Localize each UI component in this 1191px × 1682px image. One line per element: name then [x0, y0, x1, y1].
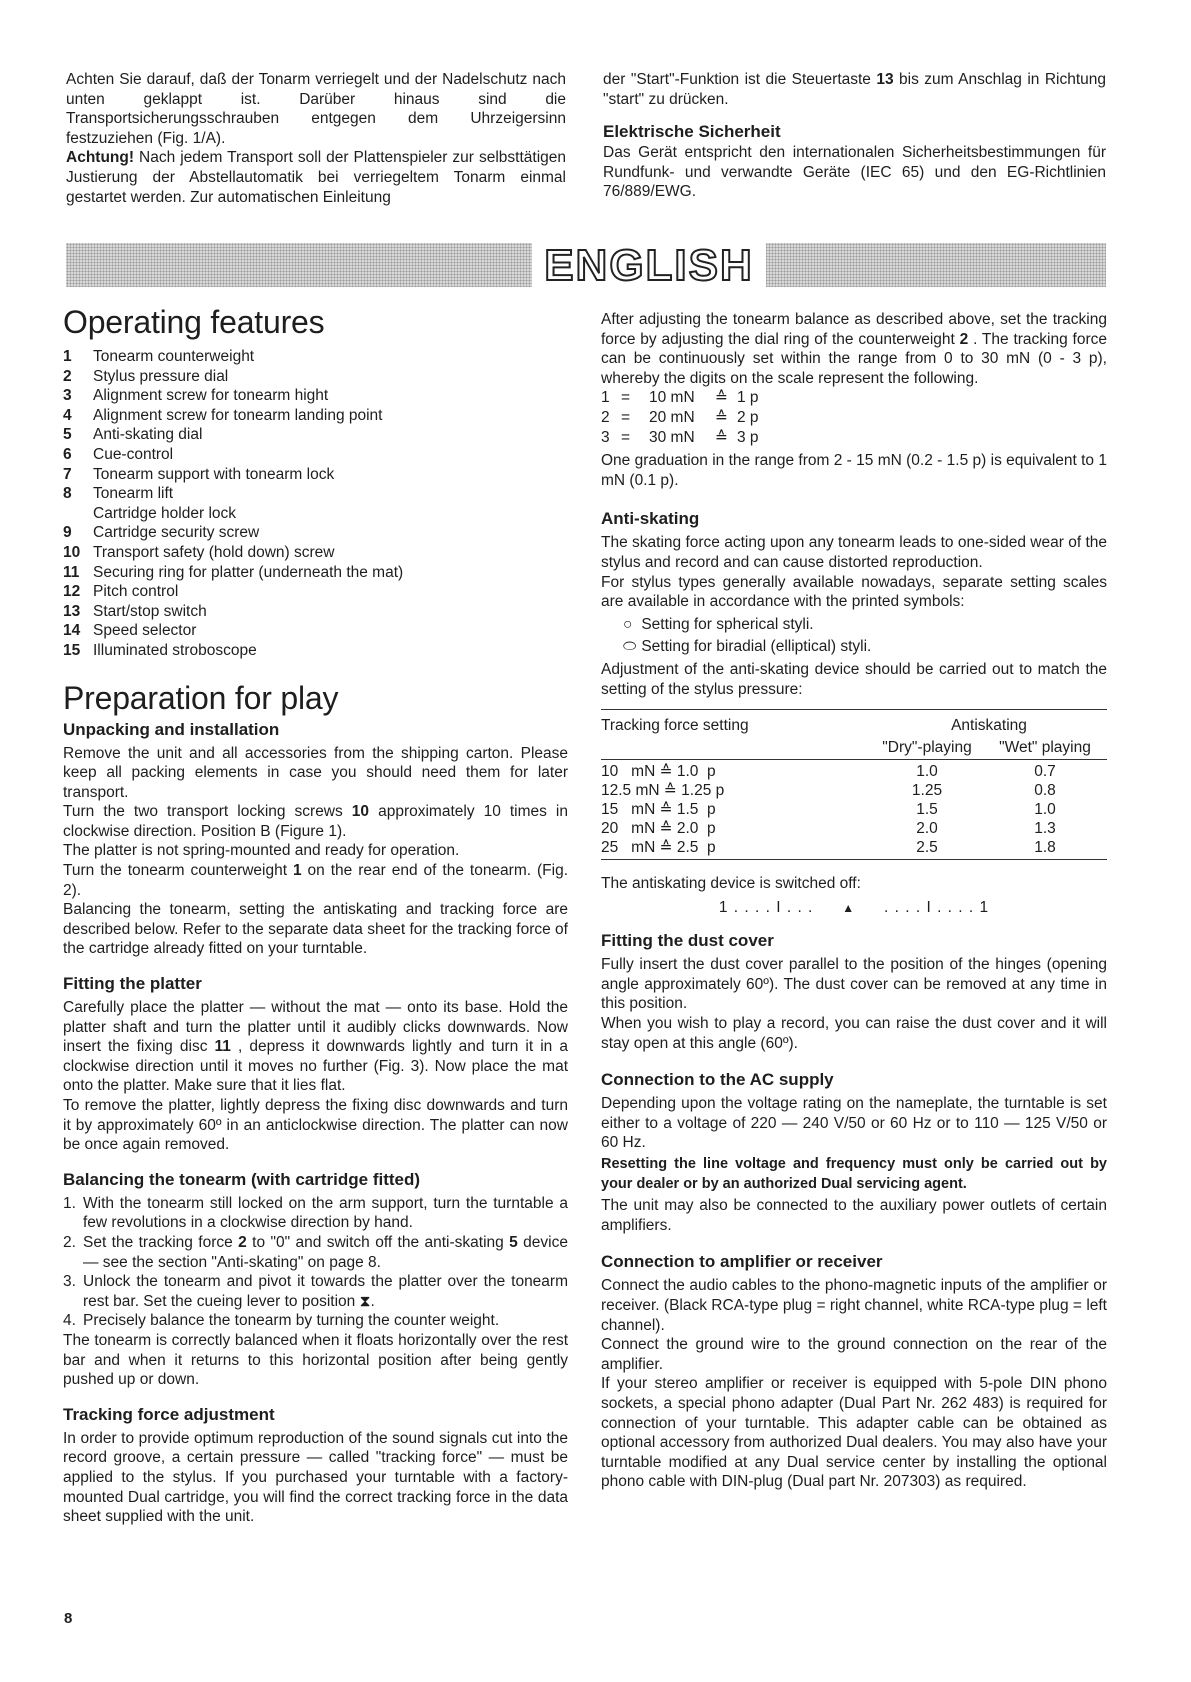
table-row: 25 mN ≙ 2.5 p 2.5 1.8: [601, 839, 1056, 857]
antiskating-text: [601, 533, 1107, 699]
feature-item: 2 Stylus pressure dial: [63, 367, 229, 385]
feature-item: 12 Pitch control: [63, 583, 179, 601]
german-p3-text-b: bis zum Anschlag in Richtung "start" zu drücken.: [603, 71, 1106, 108]
feature-item: 1 Tonearm counterweight: [63, 348, 255, 365]
tracking-heading: Tracking force adjustment: [63, 1404, 275, 1424]
dust-p1: Fully insert the dust cover parallel to the position of the hinges (opening angle approximately 60º). The dust cover can be removed at any time in this position.: [601, 956, 1107, 1013]
unpacking-p5: Balancing the tonearm, setting the antiskating and tracking force are described below. Refer to the separate data sheet for the tracking force of the cartridge already fitted on your turntable.: [63, 901, 568, 958]
balancing-step: 1. With the tonearm still locked on the arm support, turn the turntable a few revolutions in a clockwise direction by hand.: [63, 1194, 568, 1232]
unpacking-p4: Turn the tonearm counterweight 1 on the rear end of the tonearm. (Fig. 2).: [63, 862, 568, 899]
amp-p3: If your stereo amplifier or receiver is equipped with 5-pole DIN phono sockets, a special phono adapter (Dual Part Nr. 262 483) is required for connection of your turntable. This adapter cable can be obtained as optional accessory from authorized Dual dealers. You may also have your turntable modified at any Dual service center by installing the optional phono cable with DIN-plug (Dual part Nr. 207303) as required.: [601, 1375, 1107, 1491]
feature-item: 11 Securing ring for platter (underneath the mat): [63, 563, 404, 581]
balancing-step: 4. Precisely balance the tonearm by turning the counter weight.: [63, 1312, 500, 1330]
balancing-steps: [63, 1194, 568, 1331]
spherical-setting: ○ Setting for spherical styli.: [623, 615, 814, 633]
amp-p2: Connect the ground wire to the ground connection on the rear of the amplifier.: [601, 1336, 1107, 1373]
feature-item: 14 Speed selector: [63, 622, 197, 640]
page-number: 8: [64, 1610, 73, 1627]
scale-right: . . . . I . . . . 1: [884, 898, 990, 916]
dust-cover-text: [601, 955, 1107, 1053]
ac-supply-text: [601, 1094, 1107, 1235]
antiskating-p2: For stylus types generally available nowadays, separate setting scales are available in accordance with the printed symbols:: [601, 573, 1107, 611]
platter-p1: Carefully place the platter — without the mat — onto its base. Hold the platter shaft and turn the platter until it audibly clicks downwards. Now insert the fixing disc 11 , depress it downwards lightly and turn it in a clockwise direction until it moves no further (Fig. 3). Now place the mat onto the platter. Make sure that it lies flat.: [63, 999, 568, 1095]
force-equivalence-list: [601, 388, 1107, 447]
table-row: 15 mN ≙ 1.5 p 1.5 1.0: [601, 801, 1056, 819]
balancing-step: 2. Set the tracking force 2 to "0" and switch off the anti-skating 5 device — see the section "Anti-skating" on page 8.: [63, 1233, 568, 1271]
feature-item: 15 Illuminated stroboscope: [63, 641, 257, 659]
unpacking-p1: Remove the unit and all accessories from the shipping carton. Please keep all packing elements in case you should need them for later transport.: [63, 744, 568, 801]
german-left-column: [66, 70, 566, 207]
elliptical-stylus-icon: ⬭: [623, 638, 637, 656]
unpacking-p3: The platter is not spring-mounted and ready for operation.: [63, 842, 460, 860]
platter-heading: Fitting the platter: [63, 974, 202, 994]
features-list: [63, 347, 568, 661]
german-p3-text-a: der "Start"-Funktion ist die Steuertaste: [603, 71, 877, 88]
amplifier-text: [601, 1276, 1107, 1492]
feature-item: 3 Alignment screw for tonearm hight: [63, 387, 329, 405]
antiskating-p1: The skating force acting upon any tonearm leads to one-sided wear of the stylus and record and can cause distorted reproduction.: [601, 534, 1107, 571]
dust-p2: When you wish to play a record, you can raise the dust cover and it will stay open at this angle (60º).: [601, 1015, 1107, 1052]
preparation-title: Preparation for play: [63, 679, 339, 716]
feature-item: 5 Anti-skating dial: [63, 426, 203, 444]
force-row: 2 = 20 mN ≙ 2 p: [601, 408, 759, 426]
platter-p2: To remove the platter, lightly depress the fixing disc downwards and turn it by approximately 60º in an anticlockwise direction. The platter can now be once again removed.: [63, 1097, 568, 1154]
table-header-setting: Tracking force setting: [601, 717, 749, 735]
unpacking-heading: Unpacking and installation: [63, 719, 280, 739]
antiskating-off-scale: [601, 898, 1107, 919]
banner-title: ENGLISH: [532, 243, 766, 287]
operating-features-title: Operating features: [63, 304, 325, 340]
ac-supply-heading: Connection to the AC supply: [601, 1070, 834, 1090]
antiskating-heading: Anti-skating: [601, 509, 700, 529]
spherical-stylus-icon: ○: [623, 615, 633, 633]
feature-item: 4 Alignment screw for tonearm landing point: [63, 406, 383, 424]
tracking-text: In order to provide optimum reproduction of the sound signals cut into the record groove, a certain pressure — called "tracking force" — must be applied to the stylus. If you purchased your turntable with a factory-mounted Dual cartridge, you will find the correct tracking force in the data sheet supplied with the unit.: [63, 1429, 568, 1526]
tracking-force-paragraph: After adjusting the tonearm balance as described above, set the tracking force by adjusting the dial ring of the counterweight 2 . The tracking force can be continuously set within the range from 0 to 30 mN (0 - 3 p), whereby the digits on the scale represent the following.: [601, 311, 1107, 387]
balancing-heading: Balancing the tonearm (with cartridge fitted): [63, 1169, 421, 1189]
balancing-note: The tonearm is correctly balanced when it floats horizontally over the rest bar and when it returns to this horizontal position after being gently pushed up or down.: [63, 1331, 568, 1389]
language-banner: [66, 241, 1106, 290]
feature-item: 13 Start/stop switch: [63, 602, 207, 620]
biradial-setting: ⬭ Setting for biradial (elliptical) styli.: [623, 638, 872, 656]
table-row: 20 mN ≙ 2.0 p 2.0 1.3: [601, 820, 1056, 838]
antiskating-off-text: The antiskating device is switched off:: [601, 875, 861, 893]
scale-left: 1 . . . . I . . .: [718, 898, 814, 916]
german-heading-elektrische-sicherheit: Elektrische Sicherheit: [603, 122, 781, 142]
table-header-wet: "Wet" playing: [999, 739, 1091, 757]
german-paragraph-3: [603, 70, 1106, 109]
scale-marker-icon: ▲: [842, 900, 856, 915]
antiskating-table: [601, 709, 1107, 860]
ac-p2: The unit may also be connected to the auxiliary power outlets of certain amplifiers.: [601, 1197, 1107, 1234]
table-header-antiskating: Antiskating: [951, 717, 1027, 735]
dust-cover-heading: Fitting the dust cover: [601, 931, 774, 951]
german-paragraph-2: [66, 148, 566, 207]
amp-p1: Connect the audio cables to the phono-magnetic inputs of the amplifier or receiver. (Black RCA-type plug = right channel, white RCA-type plug = left channel).: [601, 1277, 1107, 1334]
feature-item: 10 Transport safety (hold down) screw: [63, 543, 335, 561]
feature-item: 9 Cartridge security screw: [63, 524, 260, 542]
unpacking-text: [63, 744, 568, 960]
right-main-column: [601, 310, 1107, 1492]
german-paragraph-4: Das Gerät entspricht den internationalen Sicherheitsbestimmungen für Rundfunk- und verwandte Geräte (IEC 65) und den EG-Richtlinien 76/889/EWG.: [603, 144, 1106, 201]
force-row: 3 = 30 mN ≙ 3 p: [601, 428, 759, 446]
feature-item: 8 Tonearm lift: [63, 485, 174, 503]
table-header-row-2: [601, 738, 1107, 760]
amplifier-heading: Connection to amplifier or receiver: [601, 1252, 883, 1272]
table-header-row-1: [601, 716, 1107, 735]
force-row: 1 = 10 mN ≙ 1 p: [601, 389, 759, 407]
table-row: 10 mN ≙ 1.0 p 1.0 0.7: [601, 763, 1056, 781]
balancing-step: 3. Unlock the tonearm and pivot it towards the platter over the tonearm rest bar. Set the cueing lever to position ⧗.: [63, 1273, 568, 1310]
platter-text: [63, 998, 568, 1155]
unpacking-p2: Turn the two transport locking screws 10 approximately 10 times in clockwise direction. Position B (Figure 1).: [63, 803, 568, 840]
german-right-column: [603, 70, 1106, 202]
achtung-label: Achtung!: [66, 149, 135, 167]
german-paragraph-2-text: Nach jedem Transport soll der Plattenspieler zur selbsttätigen Justierung der Abstellautomatik bei verriegeltem Tonarm einmal gestartet werden. Zur automatischen Einleitung: [66, 149, 566, 206]
feature-item: 7 Tonearm support with tonearm lock: [63, 465, 335, 483]
graduation-paragraph: One graduation in the range from 2 - 15 mN (0.2 - 1.5 p) is equivalent to 1 mN (0.1 p).: [601, 452, 1107, 489]
ac-warning: Resetting the line voltage and frequency must only be carried out by your dealer or by an authorized Dual servicing agent.: [601, 1156, 1107, 1192]
left-main-column: [63, 303, 568, 1527]
german-paragraph-1: Achten Sie darauf, daß der Tonarm verriegelt und der Nadelschutz nach unten geklappt ist. Darüber hinaus sind die Transportsicherungsschrauben entgegen dem Uhrzeigersinn festzuziehen (Fig. 1/A).: [66, 71, 566, 147]
feature-item-continuation: Cartridge holder lock: [93, 504, 237, 522]
feature-item: 6 Cue-control: [63, 445, 174, 463]
antiskating-p3: Adjustment of the anti-skating device should be carried out to match the setting of the stylus pressure:: [601, 660, 1107, 698]
table-row: 12.5 mN ≙ 1.25 p 1.25 0.8: [601, 782, 1056, 800]
table-header-dry: "Dry"-playing: [882, 739, 972, 757]
german-p3-num: 13: [876, 71, 894, 88]
ac-p1: Depending upon the voltage rating on the nameplate, the turntable is set either to a voltage of 220 — 240 V/50 or 60 Hz or to 110 — 125 V/50 or 60 Hz.: [601, 1095, 1107, 1152]
